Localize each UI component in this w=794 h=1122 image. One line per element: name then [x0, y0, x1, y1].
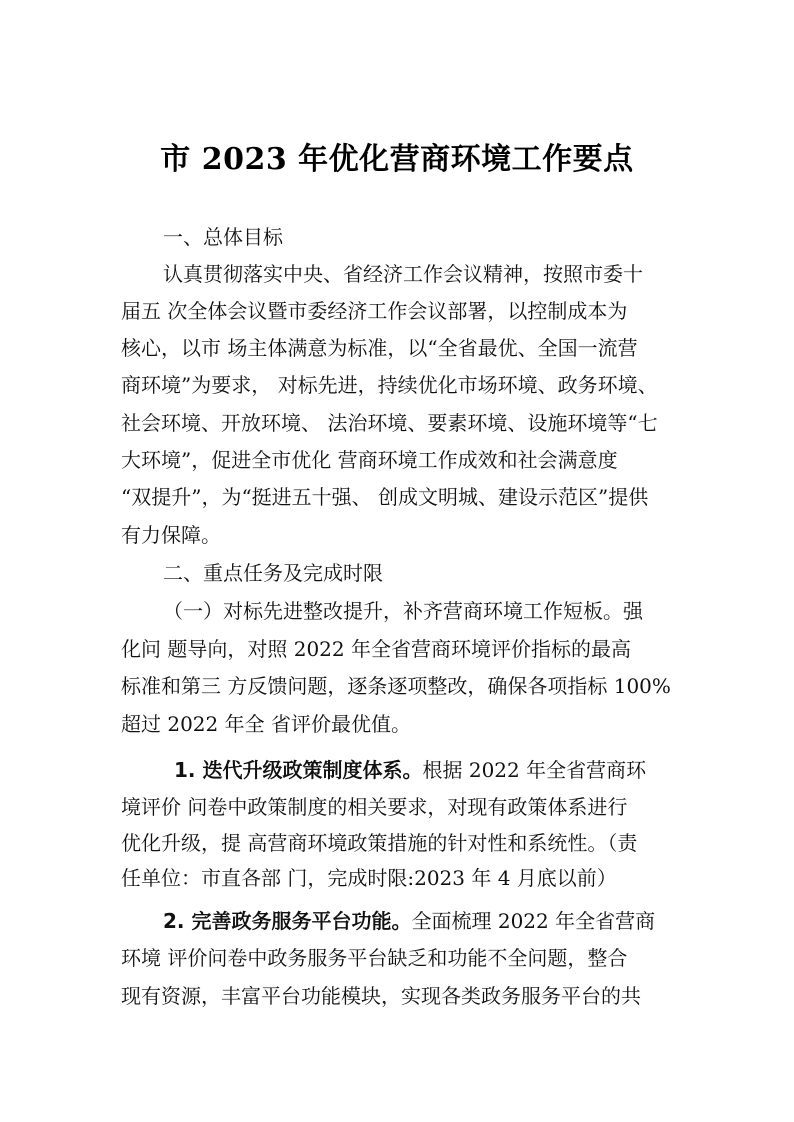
paragraph-line: 社会环境、开放环境、 法治环境、要素环境、设施环境等“七 [121, 411, 658, 435]
paragraph-line: 超过 2022 年全 省评价最优值。 [121, 712, 411, 736]
paragraph-line: 核心，以市 场主体满意为标准，以“全省最优、全国一流营 [121, 336, 638, 360]
document-title: 市 2023 年优化营商环境工作要点 [160, 142, 634, 177]
paragraph-line: （一）对标先进整改提升，补齐营商环境工作短板。强 [163, 599, 643, 623]
item-1-line [174, 756, 646, 784]
paragraph-line: 环境 评价问卷中政务服务平台缺乏和功能不全问题，整合 [121, 946, 628, 970]
section-heading-key-tasks: 二、重点任务及完成时限 [163, 561, 383, 585]
paragraph-line: 商环境”为要求， 对标先进，持续优化市场环境、政务环境、 [121, 373, 658, 397]
paragraph-line: 境评价 问卷中政策制度的相关要求，对现有政策体系进行 [121, 795, 628, 819]
paragraph-line: 优化升级，提 高营商环境政策措施的针对性和系统性。（责 [121, 831, 638, 855]
item-1-title: 1. 迭代升级政策制度体系。 [174, 758, 423, 782]
paragraph-line: 大环境”，促进全市优化 营商环境工作成效和社会满意度 [121, 448, 618, 472]
item-2-title: 2. 完善政务服务平台功能。 [163, 909, 412, 933]
paragraph-line: 现有资源，丰富平台功能模块，实现各类政务服务平台的共 [121, 984, 641, 1008]
section-heading-overall-goal: 一、总体目标 [163, 225, 283, 249]
item-2-lead: 全面梳理 2022 年全省营商 [411, 909, 656, 933]
paragraph-line: 任单位：市直各部 门，完成时限:2023 年 4 月底以前） [121, 866, 617, 890]
paragraph-line: 届五 次全体会议暨市委经济工作会议部署，以控制成本为 [121, 299, 628, 323]
item-1-lead: 根据 2022 年全省营商环 [422, 758, 647, 782]
paragraph-line: 化问 题导向，对照 2022 年全省营商环境评价指标的最高 [121, 637, 631, 661]
paragraph-line: 认真贯彻落实中央、省经济工作会议精神，按照市委十 [163, 262, 643, 286]
item-2-line [163, 907, 655, 935]
paragraph-line: “双提升”，为“挺进五十强、 创成文明城、建设示范区”提供 [121, 485, 649, 509]
paragraph-line: 标准和第三 方反馈问题，逐条逐项整改，确保各项指标 100% [121, 674, 671, 698]
paragraph-line: 有力保障。 [121, 523, 221, 547]
